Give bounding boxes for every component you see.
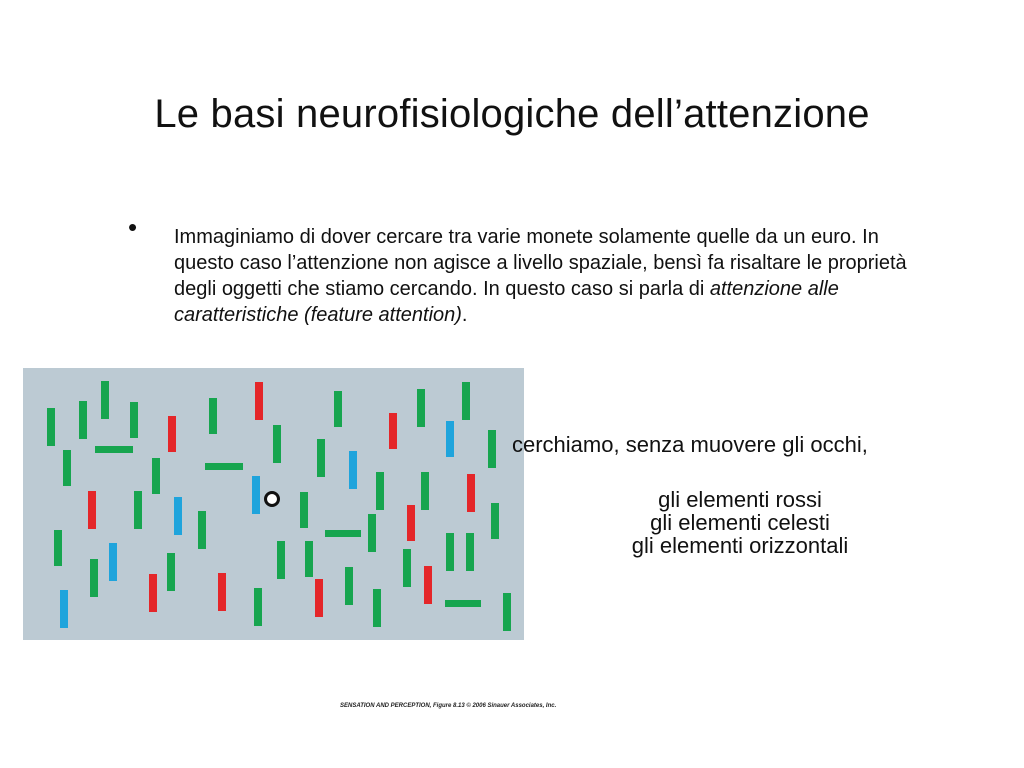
figure-bar xyxy=(254,588,262,626)
figure-bar xyxy=(101,381,109,419)
figure-bar xyxy=(445,600,481,607)
option-red: gli elementi rossi xyxy=(658,487,822,512)
figure-bar xyxy=(90,559,98,597)
figure-bar xyxy=(54,530,62,566)
figure-bar xyxy=(255,382,263,420)
figure-bar xyxy=(209,398,217,434)
figure-bar xyxy=(446,421,454,457)
figure-bar xyxy=(373,589,381,627)
figure-bar xyxy=(88,491,96,529)
figure-credit: SENSATION AND PERCEPTION, Figure 8.13 © 2006 Sinauer Associates, Inc. xyxy=(340,703,557,709)
figure-bar xyxy=(317,439,325,477)
figure-bar xyxy=(503,593,511,631)
figure-bar xyxy=(95,446,133,453)
option-blue: gli elementi celesti xyxy=(650,510,830,535)
figure-bar xyxy=(130,402,138,438)
figure-bar xyxy=(218,573,226,611)
figure-bar xyxy=(424,566,432,604)
figure-bar xyxy=(462,382,470,420)
figure-bar xyxy=(79,401,87,439)
figure-bar xyxy=(466,533,474,571)
bullet-text xyxy=(174,224,934,328)
figure-bar xyxy=(198,511,206,549)
figure-bar xyxy=(149,574,157,612)
figure-bar xyxy=(47,408,55,446)
figure-bar xyxy=(63,450,71,486)
figure-bar xyxy=(491,503,499,539)
bullet-dot: • xyxy=(128,212,138,242)
slide-title: Le basi neurofisiologiche dell’attenzione xyxy=(154,92,870,136)
option-horizontal: gli elementi orizzontali xyxy=(631,533,849,558)
figure-bar xyxy=(205,463,243,470)
figure-bar xyxy=(368,514,376,552)
figure-bar xyxy=(277,541,285,579)
body-text-end: . xyxy=(461,304,468,326)
figure-bar xyxy=(403,549,411,587)
figure-bar xyxy=(417,389,425,427)
figure-bar xyxy=(488,430,496,468)
search-instruction: cerchiamo, senza muovere gli occhi, xyxy=(512,432,868,457)
figure-bar xyxy=(174,497,182,535)
figure-bar xyxy=(167,553,175,591)
figure-bar xyxy=(305,541,313,577)
search-options xyxy=(560,488,920,557)
figure-bar xyxy=(300,492,308,528)
figure-bar xyxy=(407,505,415,541)
figure-bar xyxy=(421,472,429,510)
figure-bar xyxy=(252,476,260,514)
body-text-italic: attenzione alle caratteristiche (feature attention) xyxy=(174,278,839,326)
figure-bar xyxy=(345,567,353,605)
figure-bar xyxy=(315,579,323,617)
figure-bar xyxy=(334,391,342,427)
figure-bar xyxy=(389,413,397,449)
figure-bar xyxy=(134,491,142,529)
figure-bar xyxy=(60,590,68,628)
figure-bar xyxy=(152,458,160,494)
figure-bar xyxy=(168,416,176,452)
figure-bar xyxy=(109,543,117,581)
figure-bar xyxy=(467,474,475,512)
figure-bar xyxy=(349,451,357,489)
figure-bar xyxy=(446,533,454,571)
figure-bar xyxy=(325,530,361,537)
figure-bar xyxy=(376,472,384,510)
body-text-part: Immaginiamo di dover cercare tra varie monete solamente quelle da un euro. In questo caso l’attenzione non agisce a livello spaziale, bensì fa risaltare le proprietà degli oggetti che stiamo cercando. In questo caso si parla di xyxy=(174,226,907,300)
fixation-circle xyxy=(264,491,280,507)
figure-bar xyxy=(273,425,281,463)
